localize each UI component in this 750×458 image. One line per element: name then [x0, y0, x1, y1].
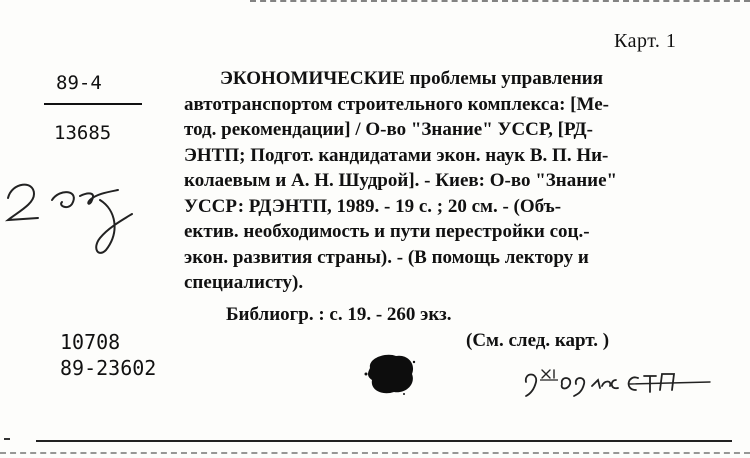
card-top-edge [250, 0, 750, 5]
card-bottom-edge [0, 452, 750, 457]
card-number: Карт. 1 [614, 30, 677, 52]
bibliographic-description [184, 66, 740, 296]
ink-blot [360, 350, 420, 398]
description-line: специалисту). [184, 272, 304, 293]
handwritten-copies-note [0, 170, 150, 260]
description-line: экон. развития страны). - (В помощь лектору и [184, 246, 589, 268]
description-line: тод. рекомендации] / О-во "Знание" УССР, [РД- [184, 119, 593, 140]
description-line: ЭНТП; Подгот. кандидатами экон. наук В. П. Ни- [184, 144, 609, 166]
bibliography-note: Библиогр. : с. 19. - 260 экз. [226, 304, 452, 325]
accession-number: 10708 [60, 330, 121, 354]
handwritten-date-note [520, 362, 720, 402]
ink-speck [4, 438, 10, 440]
description-line: ектив. необходимость и пути перестройки соц.- [184, 221, 590, 242]
shelf-mark: 89-4 [56, 72, 102, 94]
registration-number: 89-23602 [60, 356, 157, 380]
description-line: УССР: РДЭНТП, 1989. - 19 с. ; 20 см. - (Объ- [184, 195, 562, 217]
description-line: ЭКОНОМИЧЕСКИЕ проблемы управления [220, 68, 604, 89]
description-line: автотранспортом строительного комплекса: [Ме- [184, 93, 609, 115]
description-line: колаевым и А. Н. Шудрой]. - Киев: О-во "Знание" [184, 170, 618, 191]
inventory-number: 13685 [54, 122, 112, 144]
shelf-divider [44, 103, 142, 105]
see-next-card-note: (См. след. карт. ) [466, 330, 610, 351]
bottom-rule [36, 440, 732, 442]
